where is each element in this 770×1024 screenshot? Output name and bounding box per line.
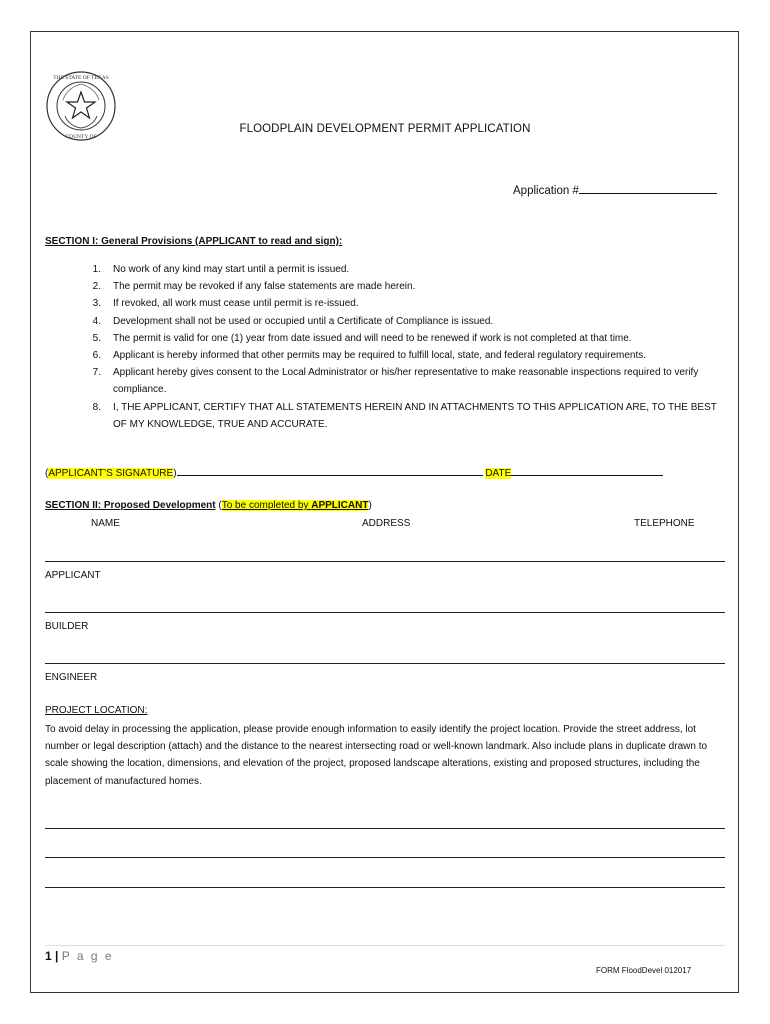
footer-rule xyxy=(45,945,725,946)
row-label-applicant: APPLICANT xyxy=(45,570,101,581)
project-location-line-3[interactable] xyxy=(45,887,725,888)
engineer-input-line[interactable] xyxy=(45,663,725,664)
row-label-engineer: ENGINEER xyxy=(45,672,98,683)
provision-item: 6. Applicant is hereby informed that other permits may be required to fulfill local, state, and federal regulatory requirements. xyxy=(92,350,647,362)
signature-blank[interactable] xyxy=(177,465,483,476)
form-code: FORM FloodDevel 012017 xyxy=(596,966,692,975)
signature-line: (APPLICANT’S SIGNATURE) DATE xyxy=(45,465,663,479)
provision-item: 1. No work of any kind may start until a permit is issued. xyxy=(92,264,350,275)
date-blank[interactable] xyxy=(511,465,663,476)
column-address: ADDRESS xyxy=(362,518,411,529)
section-1-heading: SECTION I: General Provisions (APPLICANT to read and sign): xyxy=(45,236,343,247)
row-label-builder: BUILDER xyxy=(45,621,89,632)
project-location-line-1[interactable] xyxy=(45,828,725,829)
provision-item: 8. I, THE APPLICANT, CERTIFY THAT ALL STATEMENTS HEREIN AND IN ATTACHMENTS TO THIS APPLICATION ARE, TO THE BEST OF MY KNOWLEDGE, TRUE AND ACCURATE. xyxy=(92,401,717,430)
provision-item: 3. If revoked, all work must cease until permit is re-issued. xyxy=(92,298,359,310)
project-location-heading: PROJECT LOCATION: xyxy=(45,705,148,716)
page-number: 1 | P a g e xyxy=(45,949,114,963)
application-number-blank[interactable] xyxy=(579,181,717,194)
provision-item: 5. The permit is valid for one (1) year from date issued and will need to be renewed if work is not completed at that time. xyxy=(92,332,632,344)
builder-input-line[interactable] xyxy=(45,612,725,613)
provision-item: 2. The permit may be revoked if any false statements are made herein. xyxy=(92,281,416,293)
application-number-field[interactable] xyxy=(513,181,717,197)
project-location-line-2[interactable] xyxy=(45,857,725,858)
svg-text:COUNTY OF: COUNTY OF xyxy=(65,134,97,140)
provision-item: 4. Development shall not be used or occupied until a Certificate of Compliance is issued. xyxy=(92,315,494,327)
applicant-input-line[interactable] xyxy=(45,561,725,562)
date-label: DATE xyxy=(485,468,512,479)
form-title: FLOODPLAIN DEVELOPMENT PERMIT APPLICATION xyxy=(239,123,531,135)
provisions-list xyxy=(87,261,727,433)
provision-item: 7. Applicant hereby gives consent to the Local Administrator or his/her representative to make reasonable inspections required to verify compliance. xyxy=(92,367,699,396)
page-border xyxy=(30,31,739,993)
application-number-label: Application # xyxy=(513,185,579,197)
column-name: NAME xyxy=(91,518,120,529)
svg-text:THE STATE OF TEXAS: THE STATE OF TEXAS xyxy=(53,75,109,81)
column-telephone: TELEPHONE xyxy=(634,518,695,529)
section-2-heading: SECTION II: Proposed Development (To be completed by APPLICANT) xyxy=(45,500,372,511)
signature-label: APPLICANT’S SIGNATURE xyxy=(48,468,174,479)
project-location-instructions: To avoid delay in processing the application, please provide enough information to easily identify the project location. Provide the street address, lot number or legal description (attach) and the distance to the nearest intersecting road or well-known landmark. Also include plans in duplicate drawn to scale showing the location, dimensions, and elevation of the project, proposed landscape alterations, existing and proposed structures, including the placement of manufactured homes. xyxy=(45,724,708,787)
